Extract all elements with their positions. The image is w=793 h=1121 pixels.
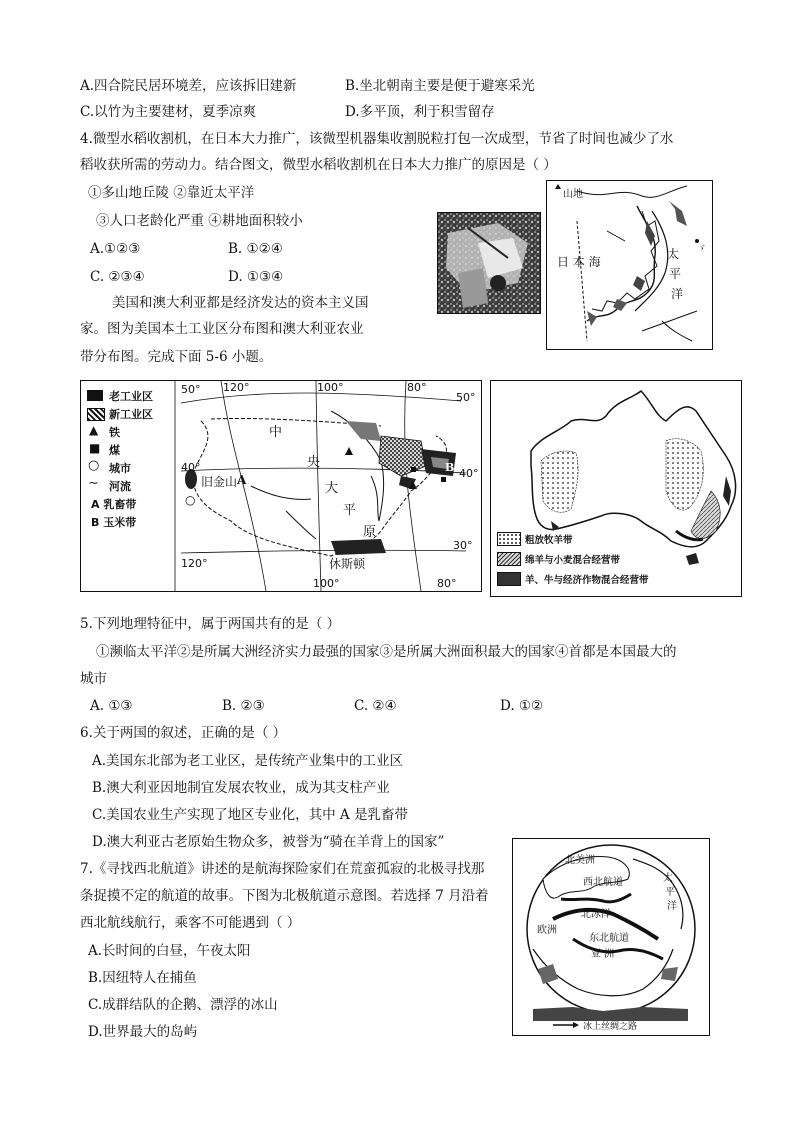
q4-option-c: C. ②③④ [90,269,145,285]
lat-30: 30° [453,539,473,552]
legend-extensive-sheep-swatch [497,532,521,546]
australia-map-legend [497,529,737,589]
intro56-line3: 带分布图。完成下面 5-6 小题。 [80,349,273,365]
legend-new-industry-swatch [87,408,105,421]
label-northwest-passage: 西北航道 [583,877,623,888]
legend-river: 河流 [109,480,131,493]
lon-100-top: 100° [317,381,344,394]
q7-option-b: B.因纽特人在捕鱼 [88,970,197,986]
q3-option-c: C.以竹为主要建材，夏季凉爽 [80,104,257,120]
q4-option-a: A.①②③ [90,241,141,257]
lon-120-top: 120° [223,381,250,394]
lat-50-left: 50° [181,383,201,396]
q6-option-b: B.澳大利亚因地制宜发展农牧业，成为其支柱产业 [92,780,390,796]
q4-option-b: B. ①②④ [228,241,283,257]
q3-option-b: B.坐北朝南主要是便于避寒采光 [345,78,535,94]
legend-corn-belt: B 玉米带 [91,516,137,529]
city-icon: ○ [88,458,100,473]
label-a-dairy: A [237,473,247,487]
map-label-sea-of-japan: 日 本 海 [557,255,601,269]
q6-stem: 6.关于两国的叙述，正确的是（ ） [80,725,287,741]
legend-sheep-cattle-crops: 羊、牛与经济作物混合经营带 [525,575,649,586]
lon-100-bottom: 100° [313,577,340,590]
rice-harvester-photo [437,212,541,314]
legend-sheep-wheat-swatch [497,552,521,566]
q6-option-d: D.澳大利亚古老原始生物众多，被誉为“骑在羊背上的国家” [92,834,445,850]
coal-icon: ■ [89,441,101,455]
lon-80-bottom: 80° [437,577,457,590]
q4-items-12: ①多山地丘陵 ②靠近太平洋 [88,185,255,201]
label-ping: 平 [343,503,357,518]
q5-option-a: A. ①③ [90,698,133,714]
q7-stem-line3: 西北航线航行，乘客不可能遇到（ ） [80,915,301,931]
intro56-line2: 家。图为美国本土工业区分布图和澳大利亚农业 [80,321,364,337]
australia-agriculture-map [490,380,742,597]
legend-ice-silk-road: 冰上丝绸之路 [583,1022,638,1032]
us-map-legend [87,387,179,531]
lat-40-left: 40° [181,461,201,474]
q5-option-b: B. ②③ [222,698,265,714]
q5-stem: 5.下列地理特征中，属于两国共有的是（ ） [80,616,341,632]
q3-option-d: D.多平顶，利于积雪留存 [345,104,495,120]
label-b-corn: B [445,461,455,474]
lon-120-bottom: 120° [181,557,208,570]
q4-items-34: ③人口老龄化严重 ④耕地面积较小 [96,213,303,229]
label-asia: 亚 洲 [591,949,615,960]
label-yang: 央 [307,455,321,470]
q5-option-c: C. ②④ [354,698,397,714]
q4-stem-line2: 稻收获所需的劳动力。结合图文，微型水稻收割机在日本大力推广的原因是（ ） [80,157,557,173]
q7-option-c: C.成群结队的企鹅、漂浮的冰山 [88,997,278,1013]
q4-option-d: D. ①③④ [228,269,284,285]
arctic-route-map [512,838,710,1036]
q5-option-d: D. ①② [500,698,544,714]
legend-dairy-belt: A 乳畜带 [91,498,137,511]
q5-items-line2: 城市 [80,671,107,687]
label-san-francisco: 旧金山 [201,475,238,489]
us-industrial-map [80,380,482,592]
legend-sheep-cattle-crops-swatch [497,572,521,586]
label-northeast-passage: 东北航道 [589,933,629,944]
q6-option-c: C.美国农业生产实现了地区专业化，其中 A 是乳畜带 [92,807,408,823]
label-pacific-2: 平 [665,887,675,898]
river-icon: ∼ [88,476,99,491]
label-zhong: 中 [269,425,283,440]
map-label-pacific-3: 洋 [671,287,684,301]
map-label-pacific-2: 平 [669,267,682,281]
q7-option-d: D.世界最大的岛屿 [88,1024,198,1040]
q5-items-line1: ①濒临太平洋②是所属大洲经济实力最强的国家③是所属大洲面积最大的国家④首都是本国最大的 [96,644,677,660]
map-label-shandi: 山地 [563,189,583,200]
legend-old-industry: 老工业区 [109,390,153,403]
legend-sheep-wheat: 绵羊与小麦混合经营带 [525,555,621,566]
legend-coal: 煤 [109,444,120,457]
legend-city: 城市 [109,462,131,475]
label-da: 大 [325,481,339,496]
intro56-line1: 美国和澳大利亚都是经济发达的资本主义国 [112,295,369,311]
legend-iron: 铁 [109,426,120,439]
q4-stem-line1: 4.微型水稻收割机，在日本大力推广，该微型机器集收割脱粒打包一次成型，节省了时间也减少了水 [80,131,674,147]
label-houston: 休斯顿 [329,557,366,571]
label-pacific-3: 洋 [667,901,677,912]
japan-map [546,180,713,350]
q7-option-a: A.长时间的白昼，午夜太阳 [88,943,251,959]
svg-text:ゞ: ゞ [697,244,707,254]
label-arctic-ocean: 北冰洋 [581,909,611,920]
q3-option-a: A.四合院民居环境差，应该拆旧建新 [80,78,297,94]
iron-icon: ▲ [89,423,99,437]
legend-new-industry: 新工业区 [109,408,153,421]
lat-40-right: 40° [459,467,479,480]
q6-option-a: A.美国东北部为老工业区，是传统产业集中的工业区 [92,753,404,769]
map-label-pacific-1: 太 [667,247,680,261]
legend-old-industry-swatch [87,390,103,401]
label-europe: 欧洲 [537,925,557,936]
lat-50-right: 50° [456,391,476,404]
label-yuan: 原 [363,525,377,540]
q7-stem-line1: 7.《寻找西北航道》讲述的是航海探险家们在荒蛮孤寂的北极寻找那 [80,861,485,877]
label-north-america: 北美洲 [565,855,595,866]
lon-80-top: 80° [407,381,427,394]
city-marker: ○ [185,493,196,507]
legend-extensive-sheep: 粗放牧羊带 [525,535,573,546]
q7-stem-line2: 条捉摸不定的航道的故事。下图为北极航道示意图。若选择 7 月沿着 [80,888,489,904]
label-pacific-1: 太 [663,873,673,884]
